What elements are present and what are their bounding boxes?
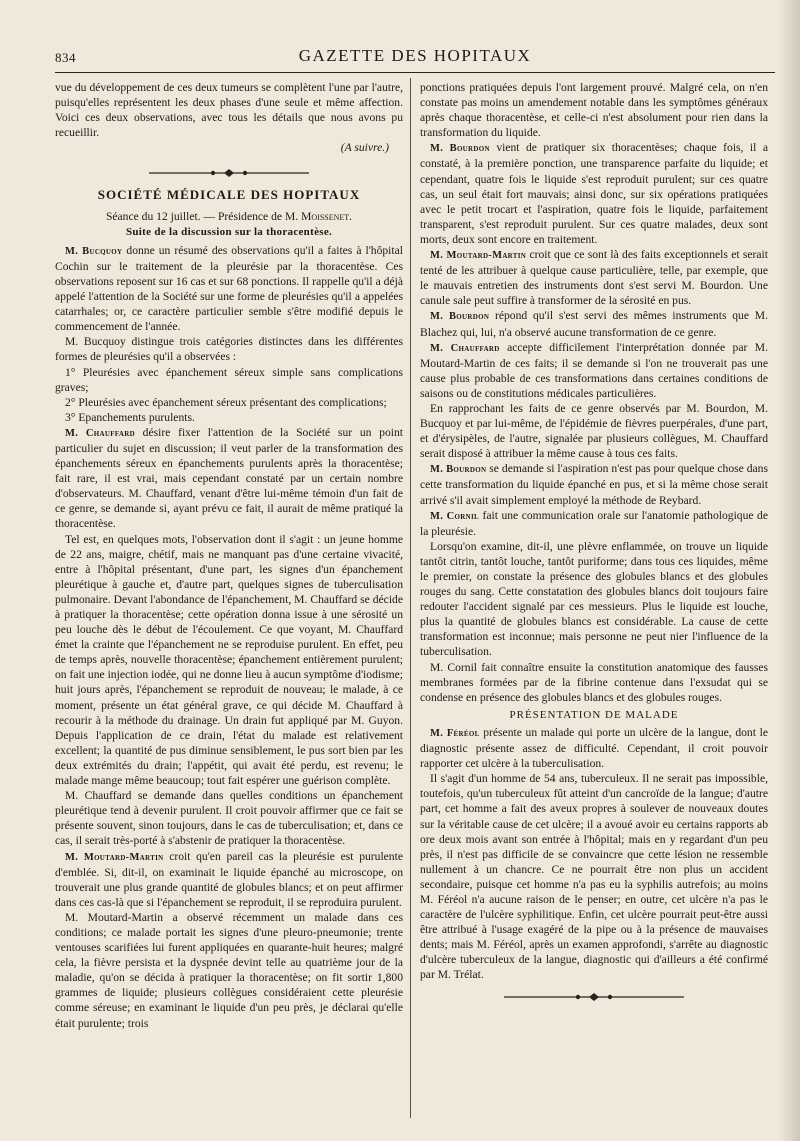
paragraph-text: fait une communication orale sur l'anatomie pathologique de la pleurésie. [420,508,768,538]
paragraph [55,243,403,335]
speaker-name: M. Cornil [430,510,479,522]
list-item: 1° Pleurésies avec épanchement séreux simple sans complications graves; [55,365,403,394]
speaker-name: M. Chauffard [65,427,135,439]
paragraph [420,140,768,247]
paragraph: Tel est, en quelques mots, l'observation dont il s'agit : un jeune homme de 22 ans, maigre, chétif, mais ne manquant pas d'une certaine vivacité, entre à l'hôpital présentant, d'une part, les signes d'un épanchement pleurétique à gauche et, d'autre part, quelques signes de tuberculisation pulmonaire. Devant l'abondance de l'épanchement, M. Chauffard se décide à pratiquer la thoracentèse; cette opération donna issue à une sérosité un peu louche dès le début de l'écoulement. Ce que voyant, M. Chauffard émet la crainte que l'épanchement ne se reproduise purulent. En effet, peu de temps après, nouvelle thoracentèse; épanchement entièrement purulent; on fait une injection iodée, qui ne donne lieu à aucun symptôme d'iodisme; huit jours après, l'épanchement se reproduit de nouveau; le malade, à ce moment, présente un état général grave, ce qui décide M. Chauffard à recourir à la méthode du drainage. Un drain fut appliqué par M. Guyon. Depuis l'application de ce drain, l'état du malade est relativement excellent; la quantité de pus diminue sensiblement, le pus sort bien par les deux extrémités du drain; l'appétit, qui avait été perdu, est revenu; le malade mange même beaucoup; tout fait espérer une guérison complète. [55,532,403,788]
paragraph-text: désire fixer l'attention de la Société sur un point particulier du sujet en discussion; il veut parler de la transformation des épanchements séreux en épanchements purulents après la thoracentèse; fait rare, il est vrai, mais cependant constaté par un certain nombre d'observateurs. M. Chauffard, venant d'être lui-même témoin d'un fait de ce genre, se demande si, ayant prévu ce fait, il aurait de même pratiqué la thoracentèse. [55,425,403,531]
session-president: Moissenet. [301,209,353,223]
running-head [55,44,775,66]
speaker-name: M. Bourdon [430,464,487,476]
speaker-name: M. Bucquoy [65,245,123,257]
paragraph: En rapprochant les faits de ce genre observés par M. Bourdon, M. Bucquoy et par lui-même, de l'épidémie de fièvres puerpérales, d'une part, et d'érysipèles, de l'autre, signalée par plusieurs collègues, M. Chauffard serait disposé à attribuer la même cause à tous ces faits. [420,401,768,461]
to-be-continued: (A suivre.) [340,141,389,155]
section-title: SOCIÉTÉ MÉDICALE DES HOPITAUX [97,187,361,203]
paragraph-text: se demande si l'aspiration n'est pas pour quelque chose dans cette transformation du liquide épanché en pus, et si la même chose serait arrivé s'il avait simplement employé la méthode de Reybard. [420,462,768,507]
paragraph [55,849,403,910]
paragraph-text: croit qu'en pareil cas la pleurésie est purulente d'emblée. Si, dit-il, on examinait le liquide épanché au microscope, on trouverait une plus grande quantité de globules blancs; et on peut affirmer dans ces cas-là que si l'épanchement se reproduit, il se reproduira purulent. [55,849,403,909]
paragraph: M. Bucquoy distingue trois catégories distinctes dans les différentes formes de pleurésies qu'il a observées : [55,335,403,364]
list-item: 2° Pleurésies avec épanchement séreux présentant des complications; [65,395,387,409]
session-line [55,209,403,224]
paragraph: M. Chauffard se demande dans quelles conditions un épanchement pleurétique tend à devenir purulent. Il croit pouvoir affirmer que ce fait se présente souvent, sinon toujours, dans le cas de tuberculisation; et, dans ce cas, il serait très-porté à s'abstenir de pratiquer la thoracentèse. [55,789,403,848]
paragraph-text: vient de pratiquer six thoracentèses; chaque fois, il a constaté, à la première ponction, une transparence parfaite du liquide; et cependant, quatre fois le liquide s'est reproduit purulent; sur ces quatre cas, un seul était fort mauvais; ainsi donc, sur six opérations pratiquées avec le petit trocart et l'aspiration, quatre fois le liquide, parfaitement transparent, s'est reproduit purulent. Sur ces quatre malades, deux sont morts, deux sont encore en traitement. [420,141,768,246]
paragraph [420,461,768,507]
right-column [420,80,768,1001]
paragraph: ponctions pratiquées depuis l'ont largement prouvé. Malgré cela, on n'en constate pas moins un amendement notable dans les symptômes généraux après chaque thoracentèse, et celle-ci n'est absolument pour rien dans la transformation du liquide. [420,81,768,140]
session-date: Séance du 12 juillet. — Présidence de M. [105,209,302,223]
paragraph [420,308,768,339]
speaker-name: M. Moutard-Martin [65,851,164,863]
page-number: 834 [55,50,76,65]
ornament-divider-icon [149,169,309,177]
paragraph [420,247,768,308]
paragraph [420,340,768,401]
header-rule [55,72,775,73]
paragraph [420,508,768,539]
paragraph-text: croit que ce sont là des faits exceptionnels et serait tenté de les attribuer à quelque cause particulière, telle, par exemple, que le mauvais entretien des instruments dont s'est servi M. Bourdon. Une canule sale peut suffire à transformer de la sérosité en pus. [420,248,768,308]
paragraph: M. Cornil fait connaître ensuite la constitution anatomique des fausses membranes formées par de la fibrine contenue dans l'exsudat qui se condense en présence des globules blancs et des globules rouges. [420,660,768,704]
speaker-name: M. Bourdon [430,143,490,155]
subsection-title: Suite de la discussion sur la thoracentèse. [125,225,333,238]
paragraph: Il s'agit d'un homme de 54 ans, tuberculeux. Il ne serait pas impossible, toutefois, qu'un tuberculeux fût atteint d'un cancroïde de la langue; d'autre part, cet homme a fait des aveux propres à soulever de nouveaux doutes sur la véritable cause de cet ulcère; il a avoué avoir eu certains rapports ab ore deux mois avant son entrée à l'hôpital; mais en y regardant d'un peu près, il n'est pas difficile de se convaincre que cette lésion ne ressemble nullement à un chancre. Ce ne pourrait être non plus un accident secondaire, puisque cet homme n'a pas eu la syphilis autrefois; au moins M. Féréol n'a aucune raison de le penser; en outre, cet ulcère n'a pas le caractère de l'ulcère syphilitique. Enfin, cet ulcère pourrait peut-être aussi être attribué à l'usage exagéré de la pipe ou à la présence de mauvaises dents; mais M. Féréol, après un examen approfondi, s'arrête au diagnostic d'ulcère tuberculeux de la langue, diagnostic qui d'ailleurs a été confirmé par M. Trélat. [420,772,768,982]
paragraph-text: répond qu'il s'est servi des mêmes instruments que M. Blachez qui, lui, n'a observé aucune transformation de ce genre. [420,309,768,339]
list-item: 3° Epanchements purulents. [65,410,195,424]
speaker-name: M. Bourdon [430,311,490,323]
paragraph-text: accepte difficilement l'interprétation donnée par M. Moutard-Martin de ces faits; il se demande si l'on ne trouverait pas une cause plus probable de ces transformations dans certaines conditions de saisons ou de constitutions médicales particulières. [420,340,768,400]
intro-paragraph: vue du développement de ces deux tumeurs se complètent l'une par l'autre, puisqu'elles représentent les deux phases d'une seule et même affection. Voici ces deux observations, avec tous les détails que nous avons pu recueillir. [55,81,403,140]
presentation-title: PRÉSENTATION DE MALADE [509,708,679,721]
page-edge-shadow [778,0,800,1141]
paragraph [55,425,403,532]
column-divider [410,78,411,1118]
journal-title: GAZETTE DES HOPITAUX [298,46,532,65]
end-ornament-icon [504,993,684,1001]
speaker-name: M. Moutard-Martin [430,250,527,262]
paragraph: Lorsqu'on examine, dit-il, une plèvre enflammée, on trouve un liquide tantôt citrin, tantôt louche, tantôt puriforme; dans tous ces liquides, même le premier, on constate la présence des globules blancs et des globules rouges du sang. Cette constatation des globules blancs doit toujours faire redouter l'accident signalé par ces messieurs. Plus le liquide est louche, plus la quantité de globules blancs est considérable. La cause de cette transformation est inconnue; mais personne ne peut nier l'influence de la tuberculisation. [420,539,768,659]
paragraph-text: donne un résumé des observations qu'il a faites à l'hôpital Cochin sur le traitement de la pleurésie par la thoracentèse. Ces observations reposent sur 16 cas et sur 68 ponctions. Il rappelle qu'il a déjà appelé l'attention de la Société sur une forme de pleurésies qu'il a appelées catarrhales; or, ce caractère particulier semble s'être modifié depuis le commencement de l'année. [55,243,403,334]
speaker-name: M. Chauffard [430,342,500,354]
left-column [55,80,403,1031]
paragraph-text: présente un malade qui porte un ulcère de la langue, dont le diagnostic présente assez de difficulté. Cependant, il croit pouvoir rapporter cet ulcère à la tuberculisation. [420,725,768,771]
speaker-name: M. Féréol [430,727,480,739]
paragraph: M. Moutard-Martin a observé récemment un malade dans ces conditions; ce malade portait les signes d'une pleuro-pneumonie; trente ventouses scarifiées lui furent appliquées en quarante-huit heures; malgré cela, la fièvre persista et la dyspnée devint telle au quatrième jour de la maladie, qu'on se décida à pratiquer la thoracentèse; on fit sortir 1,800 grammes de liquide; plusieurs collègues considéraient cette pleurésie comme séreuse; en examinant le liquide d'un peu près, je déclarai qu'elle était purulente; trois [55,910,403,1030]
paragraph [420,725,768,771]
